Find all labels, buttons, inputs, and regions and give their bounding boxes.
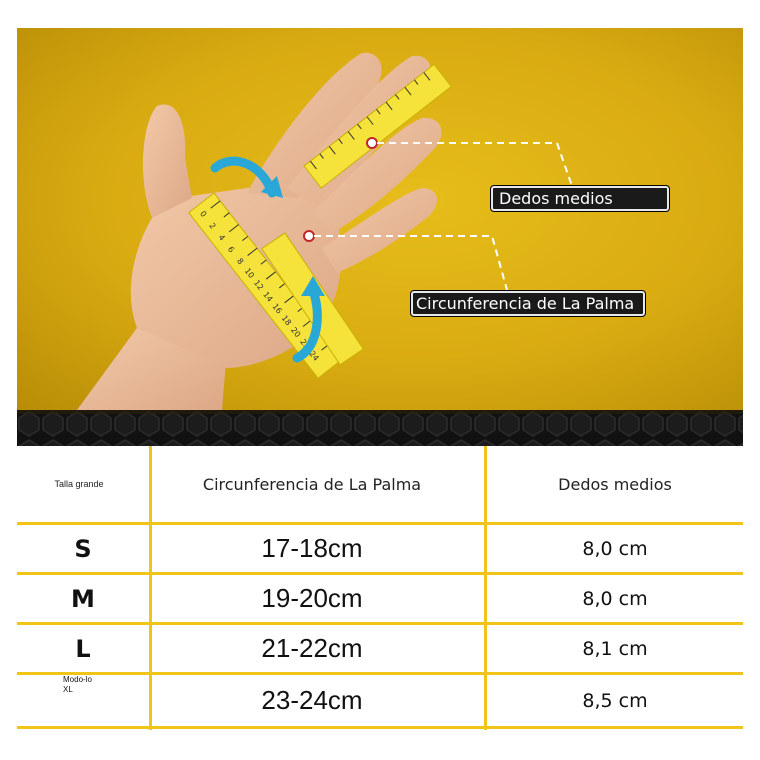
header-size: Talla grande (54, 479, 104, 489)
ruler-mark-label: 22 (298, 337, 312, 351)
fingers-m: 8,0 cm (582, 587, 648, 610)
palm-label: Circunferencia de La Palma (411, 291, 645, 316)
ruler-mark-label: 12 (251, 278, 266, 292)
fingers-label: Dedos medios (491, 186, 669, 211)
size-s: S (74, 534, 92, 563)
size-l: L (75, 634, 91, 663)
header-palm: Circunferencia de La Palma (202, 474, 422, 494)
honeycomb-divider (17, 410, 743, 446)
fingers-s: 8,0 cm (582, 537, 648, 560)
size-m: M (71, 584, 95, 613)
ruler-mark-label: 0 (198, 209, 209, 219)
hand-measurement-illustration (17, 28, 743, 410)
ruler-mark-label: 4 (216, 232, 227, 243)
fingers-point-marker (367, 138, 377, 148)
ruler-mark-label: 10 (242, 266, 257, 281)
thumb (143, 105, 192, 218)
ruler-mark-label: 20 (288, 325, 303, 340)
row-divider (17, 726, 743, 729)
fingers-l: 8,1 cm (582, 637, 648, 660)
size-xl (17, 675, 149, 726)
fingers-xl: 8,5 cm (582, 689, 648, 712)
palm-m: 19-20cm (261, 583, 363, 613)
ruler-mark-label: 6 (225, 244, 237, 255)
palm-l: 21-22cm (261, 633, 363, 663)
size-table (17, 446, 743, 730)
size-xl-line1: Modo-lo (63, 675, 92, 684)
palm-xl: 23-24cm (261, 685, 363, 715)
ruler-mark-label: 14 (261, 290, 275, 304)
ruler-mark-label: 18 (279, 313, 294, 328)
ruler-mark-label: 24 (307, 349, 321, 363)
ruler-mark-label: 16 (270, 301, 284, 316)
ruler-mark-label: 2 (207, 221, 218, 231)
size-xl-line2: XL (63, 685, 73, 694)
hand-drawing (17, 28, 743, 410)
header-fingers: Dedos medios (558, 474, 672, 494)
ruler-mark-label: 8 (235, 256, 246, 267)
palm-s: 17-18cm (261, 533, 363, 563)
palm-point-marker (304, 231, 314, 241)
